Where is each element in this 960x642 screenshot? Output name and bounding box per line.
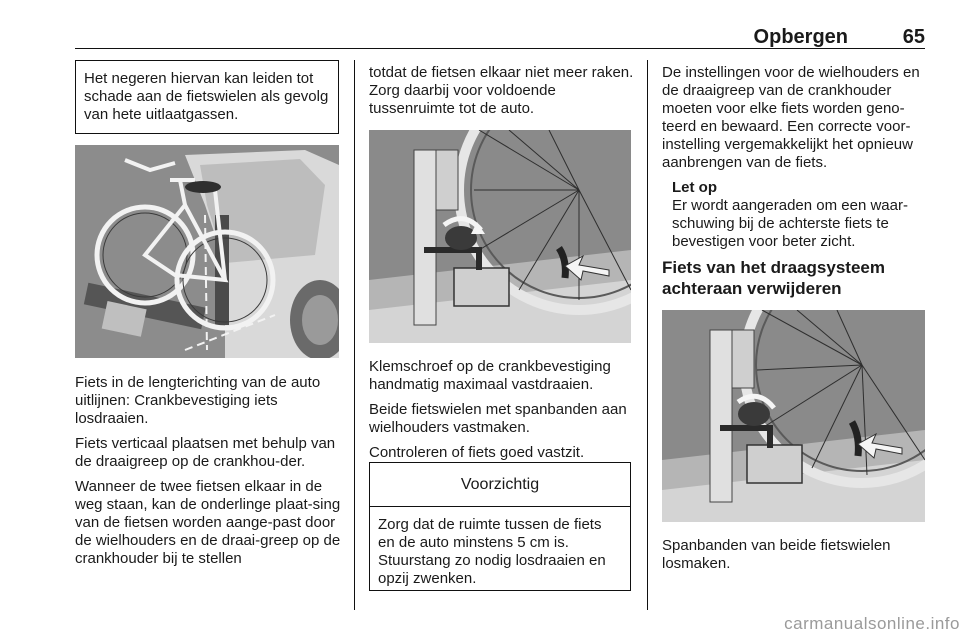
crank-clamp-illustration [369,130,631,343]
strap-release-illustration [662,310,925,522]
column-divider-2 [647,60,648,610]
column-2-intro [369,64,635,125]
warning-text: Het negeren hiervan kan leiden tot schade aan de fietswielen als gevolg van hete uitlaatgassen. [84,70,329,123]
column-3-text [662,64,932,299]
paragraph: Spanbanden van beide fietswielen losmaken. [662,537,891,572]
page-number: 65 [902,26,925,48]
column-2-text [369,358,635,469]
watermark: carmanualsonline.info [784,614,960,633]
caution-text: Zorg dat de ruimte tussen de fiets en de auto minstens 5 cm is. Stuurstang zo nodig losdraaien en opzij zwenken. [378,516,606,587]
paragraph: totdat de fietsen elkaar niet meer raken. Zorg daarbij voor voldoende tussenruimte tot de auto. [369,64,634,117]
section-heading: Fiets van het draagsysteem achteraan verwijderen [662,258,885,298]
paragraph: De instellingen voor de wielhouders en de draaigreep van de crankhouder moeten voor elke fiets worden geno-teerd en bewaard. Een correcte voor-instelling vergemakkelijkt het opnieuw aanbrengen van de fiets. [662,64,920,171]
note [662,179,932,251]
note-text: Er wordt aangeraden om een waar-schuwing bij de achterste fiets te bevestigen voor beter zicht. [672,197,908,250]
note-title: Let op [672,179,717,196]
paragraph: Wanneer de twee fietsen elkaar in de weg staan, kan de onderlinge plaat-sing van de fietsen worden aange-past door de wielhouders en de draai-greep op de crankhouder bij te stellen [75,478,341,567]
column-3-bottom-text [662,537,932,580]
page-title: Opbergen [753,26,848,48]
header-divider [75,48,925,49]
bike-on-rack-illustration [75,145,339,358]
caution-title: Voorzichtig [370,463,630,507]
warning-box [75,60,339,134]
paragraph: Fiets verticaal plaatsen met behulp van de draaigreep op de crankhou-der. [75,435,336,470]
paragraph: Klemschroef op de crankbevestiging handmatig maximaal vastdraaien. [369,358,611,393]
caution-box [369,462,631,591]
paragraph: Beide fietswielen met spanbanden aan wielhouders vastmaken. [369,401,627,436]
paragraph: Controleren of fiets goed vastzit. [369,444,585,461]
paragraph: Fiets in de lengterichting van de auto uitlijnen: Crankbevestiging iets losdraaien. [75,374,321,427]
column-divider-1 [354,60,355,610]
column-1-text [75,374,343,575]
